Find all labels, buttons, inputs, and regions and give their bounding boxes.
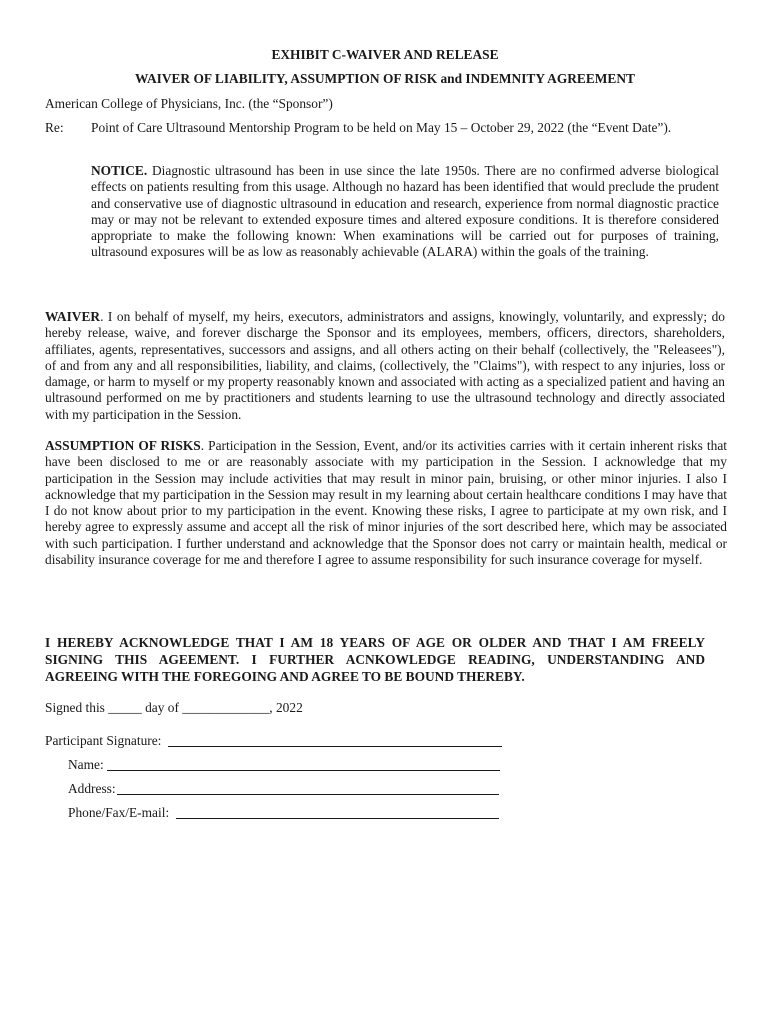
phone-fax-email-label: Phone/Fax/E-mail:: [68, 805, 170, 820]
name-field[interactable]: [107, 770, 500, 771]
name-label: Name:: [68, 757, 104, 772]
address-label: Address:: [68, 781, 116, 796]
notice-paragraph: [91, 163, 719, 261]
assumption-body: . Participation in the Session, Event, and/or its activities carries with it certain inherent risks that have been disclosed to me or are reasonably associate with my participation in the Session. I acknowledge that my participation in the Session may include activities that may result in minor pain, bruising, or other minor injuries. I also I acknowledge that my participation in the Session may result in my learning about certain healthcare conditions I may have that I do not know about prior to my participation in the event. Knowing these risks, I agree to participate at my own risk, and I hereby agree to expressly assume and accept all the risk of minor injuries of the sort described here, which may be associated with such participation. I further understand and acknowledge that the Sponsor does not carry or maintain health, medical or disability insurance coverage for me and therefore I agree to assume responsibility for such insurance coverage for myself.: [45, 438, 727, 568]
phone-fax-email-field[interactable]: [176, 818, 499, 819]
signature-label: Participant Signature:: [45, 733, 162, 748]
waiver-lead: WAIVER: [45, 309, 101, 324]
agreement-title: WAIVER OF LIABILITY, ASSUMPTION OF RISK and INDEMNITY AGREEMENT: [135, 71, 635, 86]
sponsor-line: American College of Physicians, Inc. (the “Sponsor”): [45, 96, 333, 111]
re-text: Point of Care Ultrasound Mentorship Program to be held on May 15 – October 29, 2022 (the “Event Date”).: [91, 120, 672, 135]
acknowledgement-paragraph: I HEREBY ACKNOWLEDGE THAT I AM 18 YEARS OF AGE OR OLDER AND THAT I AM FREELY SIGNING THIS AGEEMENT. I FURTHER ACNKOWLEDGE READING, UNDERSTANDING AND AGREEING WITH THE FOREGOING AND AGREE TO BE BOUND THEREBY.: [45, 635, 705, 684]
signature-field[interactable]: [168, 746, 502, 747]
assumption-lead: ASSUMPTION OF RISKS: [45, 438, 201, 453]
exhibit-title: EXHIBIT C-WAIVER AND RELEASE: [271, 47, 499, 62]
address-field[interactable]: [117, 794, 499, 795]
waiver-paragraph: [45, 309, 725, 423]
waiver-body: . I on behalf of myself, my heirs, executors, administrators and assigns, knowingly, voluntarily, and expressly; do hereby release, waive, and forever discharge the Sponsor and its employees, members, officers, directors, shareholders, affiliates, agents, representatives, successors and assigns, and all others acting on their behalf (collectively, the "Releasees"), of and from any and all responsibilities, liability, and claims, (collectively, the "Claims"), with respect to any injuries, loss or damage, or harm to myself or my property reasonably known and associated with acting as a specialized patient and having an ultrasound performed on me by practitioners and students learning to use the ultrasound technology and directly associated with my participation in the Session.: [45, 309, 725, 422]
notice-lead: NOTICE.: [91, 163, 148, 178]
re-label: Re:: [45, 120, 64, 135]
notice-body: Diagnostic ultrasound has been in use since the late 1950s. There are no confirmed adverse biological effects on patients resulting from this usage. Although no hazard has been identified that would preclude the prudent and conservative use of diagnostic ultrasound in education and research, experience from normal diagnostic practice may or may not be relevant to extended exposure times and altered exposure conditions. It is therefore considered appropriate to make the following known: When examinations will be carried out for purposes of training, ultrasound exposures will be as low as reasonably achievable (ALARA) within the goals of the training.: [91, 163, 719, 260]
assumption-of-risks-paragraph: [45, 438, 727, 568]
signed-date-line: Signed this _____ day of _____________, 2022: [45, 700, 303, 715]
